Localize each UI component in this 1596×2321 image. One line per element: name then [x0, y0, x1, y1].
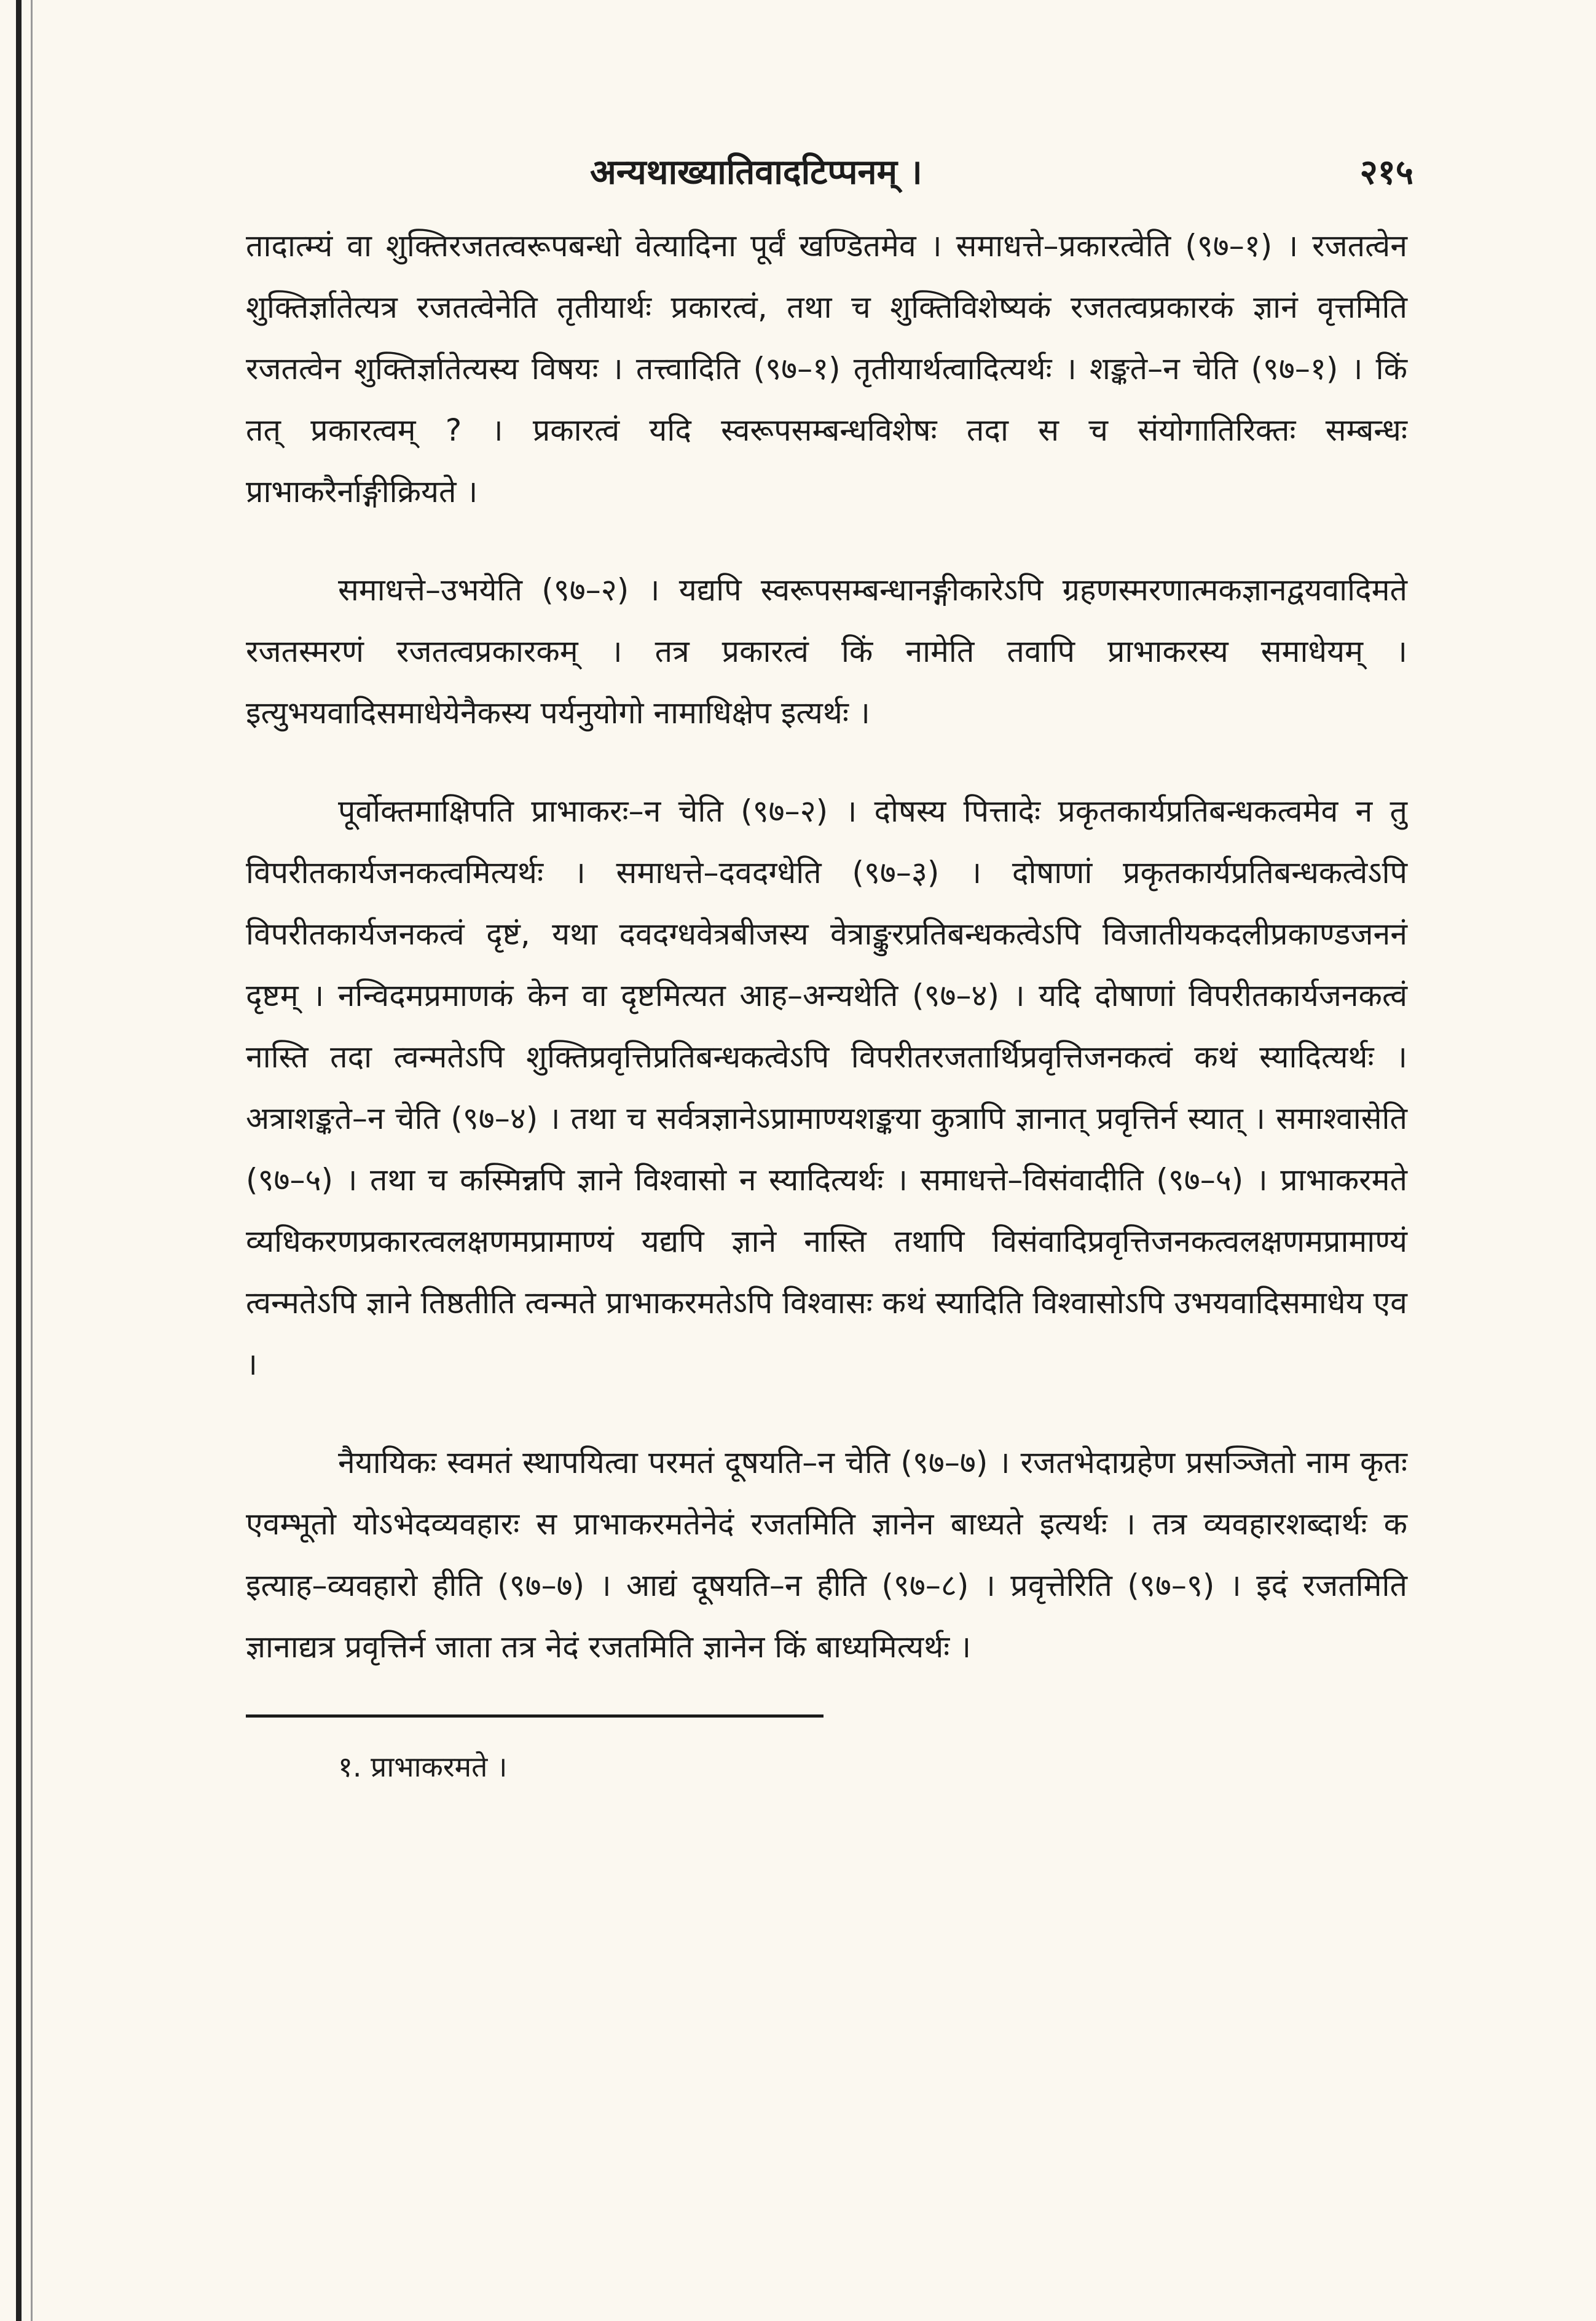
- footnote-divider: [246, 1714, 824, 1718]
- running-title: अन्यथाख्यातिवादटिप्पनम् ।: [590, 152, 922, 192]
- footnote: १. प्राभाकरमते ।: [338, 1750, 508, 1783]
- page-number: २१५: [1359, 152, 1413, 192]
- paragraph-3: पूर्वोक्तमाक्षिपति प्राभाकरः–न चेति (९७–२) । दोषस्य पित्तादेः प्रकृतकार्यप्रतिबन्धकत्वमेव न तु विपरीतकार्यजनकत्वमित्यर्थः । समाधत्ते–दवदग्धेति (९७–३) । दोषाणां प्रकृतकार्यप्रतिबन्धकत्वेऽपि विपरीतकार्यजनकत्वं दृष्टं, यथा दवदग्धवेत्रबीजस्य वेत्राङ्कुरप्रतिबन्धकत्वेऽपि विजातीयकदलीप्रकाण्डजननं दृष्टम् । नन्विदमप्रमाणकं केन वा दृष्टमित्यत आह–अन्यथेति (९७–४) । यदि दोषाणां विपरीतकार्यजनकत्वं नास्ति तदा त्वन्मतेऽपि शुक्तिप्रवृत्तिप्रतिबन्धकत्वेऽपि विपरीतरजतार्थिप्रवृत्तिजनकत्वं कथं स्यादित्यर्थः । अत्राशङ्कते–न चेति (९७–४) । तथा च सर्वत्रज्ञानेऽप्रामाण्यशङ्कया कुत्रापि ज्ञानात् प्रवृत्तिर्न स्यात् । समाश्वासेति (९७–५) । तथा च कस्मिन्नपि ज्ञाने विश्वासो न स्यादित्यर्थः । समाधत्ते–विसंवादीति (९७–५) । प्राभाकरमते व्यधिकरणप्रकारत्वलक्षणमप्रामाण्यं यद्यपि ज्ञाने नास्ति तथापि विसंवादिप्रवृत्तिजनकत्वलक्षणमप्रामाण्यं त्वन्मतेऽपि ज्ञाने तिष्ठतीति त्वन्मते प्राभाकरमतेऽपि विश्वासः कथं स्यादिति विश्वासोऽपि उभयवादिसमाधेय एव ।: [246, 793, 1407, 1382]
- scan-left-edge-shadow: [31, 0, 33, 2321]
- page-header: [246, 147, 1413, 215]
- document-page: [246, 147, 1413, 1791]
- paragraph-4: नैयायिकः स्वमतं स्थापयित्वा परमतं दूषयति–न चेति (९७–७) । रजतभेदाग्रहेण प्रसञ्जितो नाम कृतः एवम्भूतो योऽभेदव्यवहारः स प्राभाकरमतेनेदं रजतमिति ज्ञानेन बाध्यते इत्यर्थः । तत्र व्यवहारशब्दार्थः क इत्याह–व्यवहारो हीति (९७–७) । आद्यं दूषयति–न हीति (९७–८) । प्रवृत्तेरिति (९७–९) । इदं रजतमिति ज्ञानाद्यत्र प्रवृत्तिर्न जाता तत्र नेदं रजतमिति ज्ञानेन किं बाध्यमित्यर्थः ।: [246, 1445, 1407, 1665]
- scan-left-edge: [16, 0, 22, 2321]
- paragraph-2: समाधत्ते–उभयेति (९७–२) । यद्यपि स्वरूपसम्बन्धानङ्गीकारेऽपि ग्रहणस्मरणात्मकज्ञानद्वयवादिमते रजतस्मरणं रजतत्वप्रकारकम् । तत्र प्रकारत्वं किं नामेति तवापि प्राभाकरस्य समाधेयम् । इत्युभयवादिसमाधेयेनैकस्य पर्यनुयोगो नामाधिक्षेप इत्यर्थः ।: [246, 572, 1407, 731]
- paragraph-1: तादात्म्यं वा शुक्तिरजतत्वरूपबन्धो वेत्यादिना पूर्वं खण्डितमेव । समाधत्ते–प्रकारत्वेति (९७–१) । रजतत्वेन शुक्तिर्ज्ञातेत्यत्र रजतत्वेनेति तृतीयार्थः प्रकारत्वं, तथा च शुक्तिविशेष्यकं रजतत्वप्रकारकं ज्ञानं वृत्तमिति रजतत्वेन शुक्तिर्ज्ञातेत्यस्य विषयः । तत्त्वादिति (९७–१) तृतीयार्थत्वादित्यर्थः । शङ्कते–न चेति (९७–१) । किं तत् प्रकारत्वम् ? । प्रकारत्वं यदि स्वरूपसम्बन्धविशेषः तदा स च संयोगातिरिक्तः सम्बन्धः प्राभाकरैर्नाङ्गीक्रियते ।: [246, 228, 1407, 509]
